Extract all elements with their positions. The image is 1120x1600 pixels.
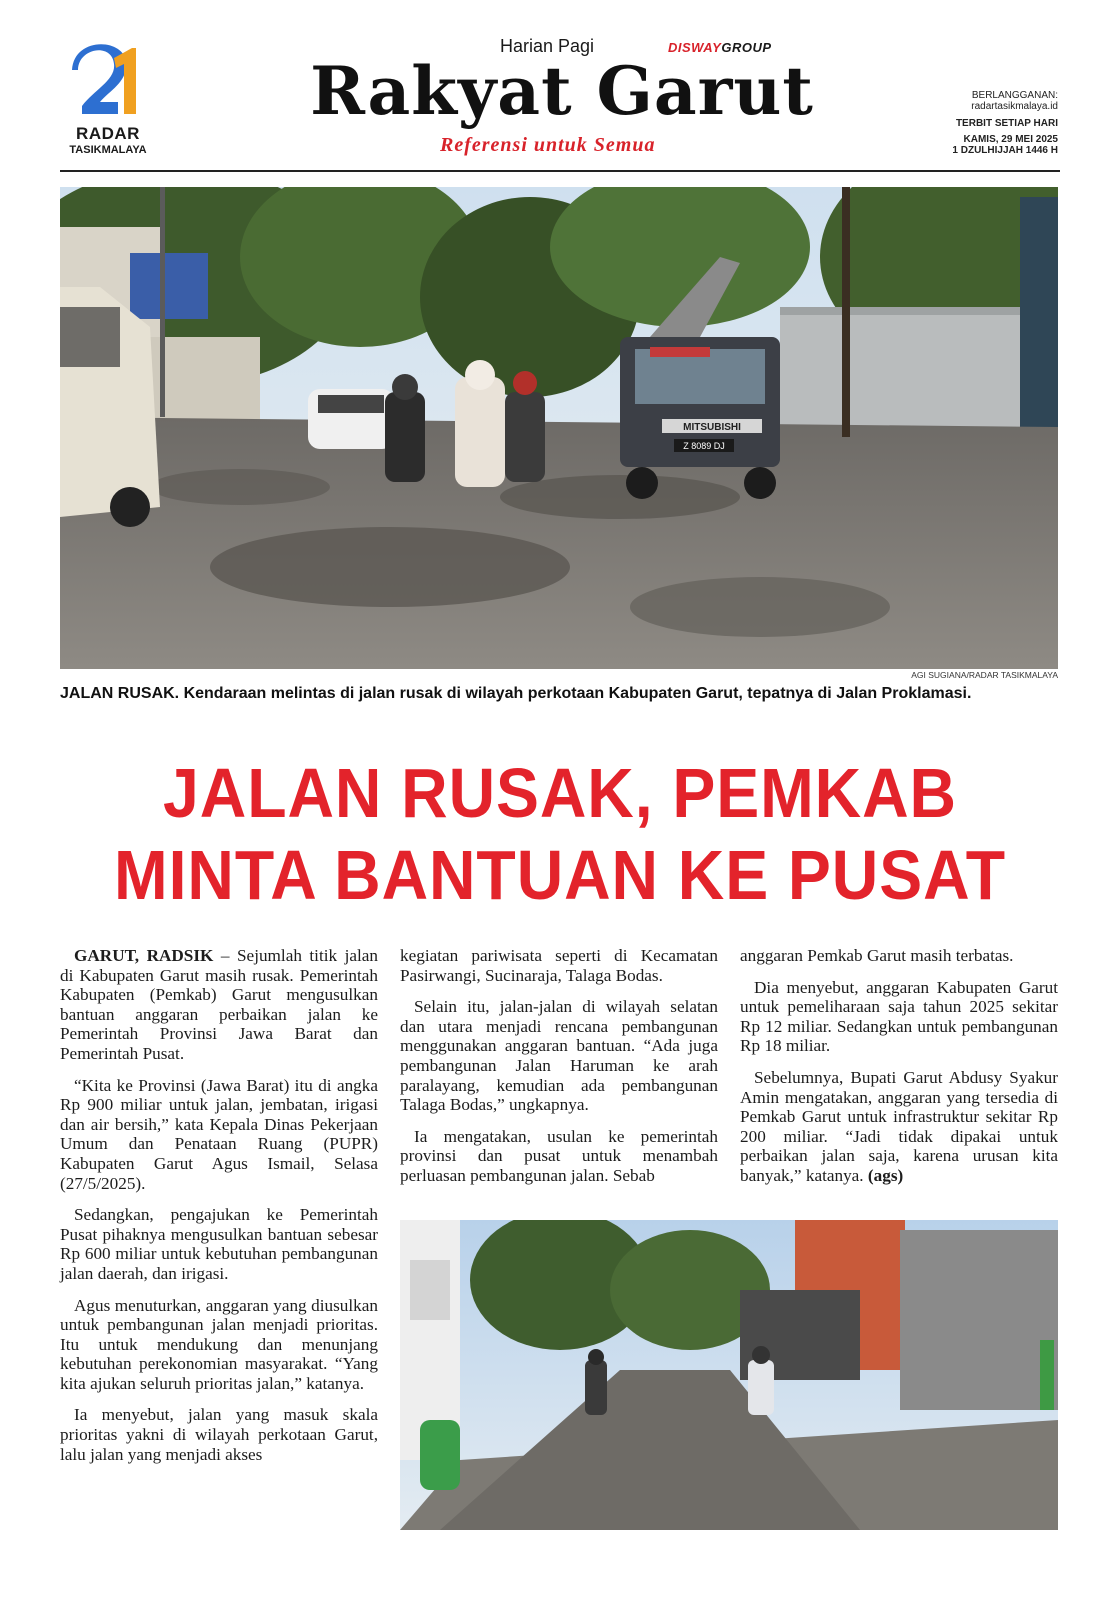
- author-signoff: (ags): [867, 1165, 904, 1185]
- edition-kicker: Harian Pagi: [500, 36, 595, 56]
- road-scene-illustration: [400, 1220, 1058, 1530]
- article-dateline: GARUT, RADSIK: [74, 946, 214, 965]
- article-column-1: [60, 946, 378, 1476]
- logo-21-emblem-icon: [70, 40, 150, 126]
- issue-date: KAMIS, 29 MEI 2025: [963, 134, 1058, 145]
- group-part2: GROUP: [721, 40, 772, 55]
- headline-line-2: MINTA BANTUAN KE PUSAT: [114, 836, 1006, 914]
- article-paragraph: Ia menyebut, jalan yang masuk skala prioritas yakni di wilayah perkotaan Garut, lalu jalan yang menjadi akses: [60, 1405, 378, 1464]
- publish-frequency: TERBIT SETIAP HARI: [955, 118, 1058, 129]
- headline-line-1: JALAN RUSAK, PEMKAB: [163, 754, 957, 832]
- damaged-road-illustration: [60, 187, 1058, 669]
- subscribe-site-link[interactable]: radartasikmalaya.id: [971, 101, 1058, 112]
- logo-name: RADAR: [76, 124, 140, 143]
- truck-brand-text: MITSUBISHI: [683, 422, 741, 433]
- article-paragraph: Agus menuturkan, anggaran yang diusulkan untuk pembangunan jalan menjadi prioritas. Itu untuk mendukung dan menunjang kebutuhan perekonomian masyarakat. “Yang kita ajukan seluruh prioritas jalan,” katanya.: [60, 1295, 378, 1393]
- article-column-3: [740, 946, 1058, 1198]
- paragraph-11-text: Sebelumnya, Bupati Garut Abdusy Syakur Amin mengatakan, anggaran yang tersedia di Pemkab Garut untuk infrastruktur sekitar Rp 200 miliar. “Jadi tidak dipakai untuk perbaikan jalan saja, karena urusan kita banyak,” katanya.: [740, 1067, 1058, 1185]
- subscribe-label: BERLANGGANAN:: [971, 90, 1058, 101]
- truck-plate-text: Z 8089 DJ: [683, 441, 725, 451]
- masthead-divider: [60, 170, 1060, 172]
- article-paragraph: kegiatan pariwisata seperti di Kecamatan Pasirwangi, Sucinaraja, Talaga Bodas.: [400, 946, 718, 985]
- logo-subname: TASIKMALAYA: [69, 144, 147, 156]
- photo-caption: [60, 684, 1058, 703]
- article-paragraph: Ia mengatakan, usulan ke pemerintah provinsi dan pusat untuk menambah perluasan pembangunan jalan. Sebab: [400, 1126, 718, 1185]
- issue-info: [952, 90, 1058, 156]
- newspaper-tagline: Referensi untuk Semua: [440, 134, 656, 156]
- article-paragraph: [740, 1068, 1058, 1186]
- article-paragraph: anggaran Pemkab Garut masih terbatas.: [740, 946, 1014, 965]
- secondary-news-photo[interactable]: [400, 1220, 1058, 1530]
- main-news-photo[interactable]: [60, 187, 1058, 669]
- photo-credit: AGI SUGIANA/RADAR TASIKMALAYA: [911, 670, 1058, 680]
- article-paragraph: Sedangkan, pengajukan ke Pemerintah Pusat pihaknya mengusulkan bantuan sebesar Rp 600 miliar untuk kebutuhan pembangunan jalan daerah, dan irigasi.: [60, 1205, 378, 1283]
- article-paragraph: “Kita ke Provinsi (Jawa Barat) itu di angka Rp 900 miliar untuk jalan, jembatan, irigasi dan air bersih,” kata Kepala Dinas Pekerjaan Umum dan Penataan Ruang (PUPR) Kabupaten Garut Agus Ismail, Selasa (27/5/2025).: [60, 1075, 378, 1193]
- paragraph-1-text: – Sejumlah titik jalan di Kabupaten Garut masih rusak. Pemerintah Kabupaten (Pemkab) Garut mengusulkan bantuan anggaran perbaikan jalan ke Pemerintah Provinsi Jawa Barat dan Pemerintah Pusat.: [60, 946, 378, 1063]
- caption-text: Kendaraan melintas di jalan rusak di wilayah perkotaan Kabupaten Garut, tepatnya di Jalan Proklamasi.: [179, 685, 972, 702]
- article-paragraph: Dia menyebut, anggaran Kabupaten Garut untuk pemeliharaan saja tahun 2025 sekitar Rp 12 miliar. Sedangkan untuk pembangunan Rp 18 miliar.: [740, 977, 1058, 1056]
- caption-lead: JALAN RUSAK.: [60, 685, 180, 702]
- issue-hijri-date: 1 DZULHIJJAH 1446 H: [952, 145, 1058, 156]
- radar-tasikmalaya-logo[interactable]: [58, 40, 158, 165]
- article-column-2: [400, 946, 718, 1198]
- newspaper-title[interactable]: Rakyat Garut: [310, 52, 814, 130]
- main-headline[interactable]: [100, 752, 1020, 916]
- masthead: [0, 0, 1120, 172]
- group-part1: DISWAY: [668, 40, 722, 55]
- article-paragraph: Selain itu, jalan-jalan di wilayah selatan dan utara menjadi rencana pembangunan menggunakan anggaran bantuan. “Ada juga pembangunan Jalan Haruman ke arah paralayang, kemudian ada pembangunan Talaga Bodas,” ungkapnya.: [400, 997, 718, 1115]
- article-paragraph: [60, 946, 378, 1064]
